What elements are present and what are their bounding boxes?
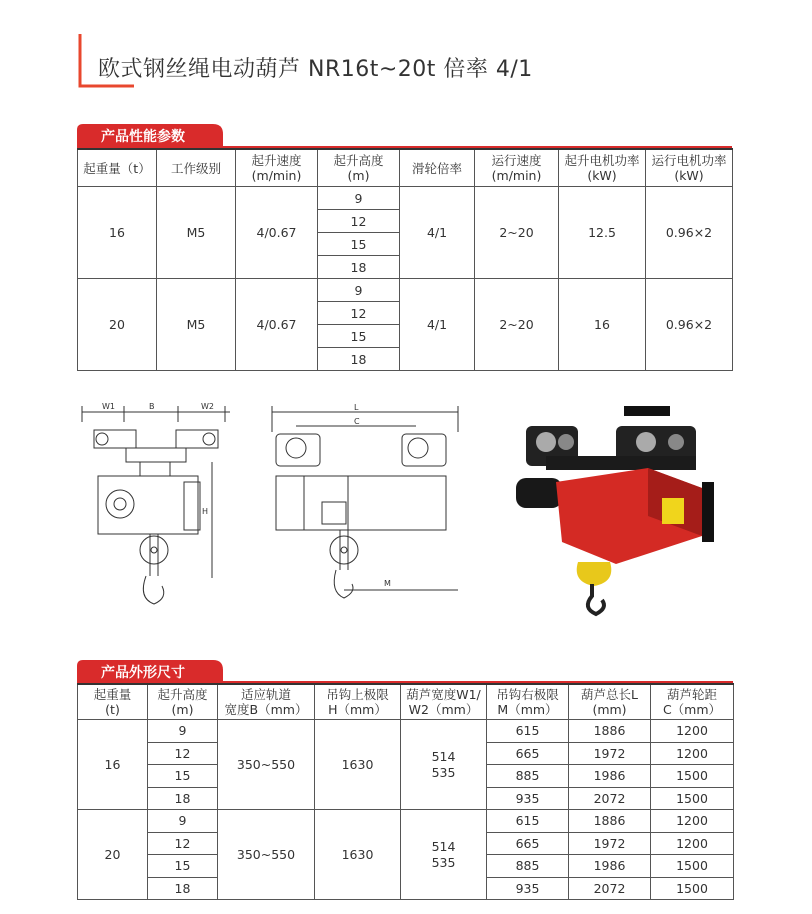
section-title-dimensions: 产品外形尺寸: [101, 665, 185, 681]
lift-height-cell: 12: [148, 832, 218, 855]
track-width-cell: 350~550: [218, 810, 315, 900]
table-row: [78, 720, 734, 743]
section-header-dimensions: [77, 660, 223, 682]
column-header: 运行电机功率 (kW): [646, 149, 733, 187]
capacity-cell: 16: [78, 187, 157, 279]
travel-speed-cell: 2~20: [475, 279, 559, 371]
lift-height-cell: 12: [148, 742, 218, 765]
lift-height-cell: 9: [148, 810, 218, 833]
performance-table: [77, 148, 733, 371]
dim-label-m: M: [384, 579, 391, 588]
hook-right-limit-cell: 885: [487, 855, 569, 878]
wheel-base-cell: 1200: [651, 810, 734, 833]
hook-right-limit-cell: 665: [487, 832, 569, 855]
table-row: [78, 187, 733, 210]
front-view-drawing: [80, 398, 230, 620]
wheel-base-cell: 1500: [651, 855, 734, 878]
column-header: 运行速度 (m/min): [475, 149, 559, 187]
total-length-cell: 1972: [569, 742, 651, 765]
lift-height-cell: 15: [318, 233, 400, 256]
total-length-cell: 2072: [569, 787, 651, 810]
column-header: 起升电机功率 (kW): [559, 149, 646, 187]
lift-power-cell: 16: [559, 279, 646, 371]
wheel-base-cell: 1500: [651, 877, 734, 900]
column-header: 起升高度 (m): [148, 684, 218, 720]
total-length-cell: 1972: [569, 832, 651, 855]
total-length-cell: 2072: [569, 877, 651, 900]
capacity-cell: 20: [78, 279, 157, 371]
hook-right-limit-cell: 935: [487, 877, 569, 900]
column-header: 葫芦总长L (mm): [569, 684, 651, 720]
hoist-width-cell: 514 535: [401, 810, 487, 900]
lift-height-cell: 15: [318, 325, 400, 348]
lift-speed-cell: 4/0.67: [236, 279, 318, 371]
wheel-base-cell: 1200: [651, 742, 734, 765]
lift-height-cell: 12: [318, 210, 400, 233]
side-view-drawing: [266, 402, 466, 608]
capacity-cell: 16: [78, 720, 148, 810]
column-header: 起升速度 (m/min): [236, 149, 318, 187]
wheel-base-cell: 1200: [651, 832, 734, 855]
wheel-base-cell: 1500: [651, 787, 734, 810]
lift-height-cell: 9: [148, 720, 218, 743]
table-row: [78, 279, 733, 302]
dim-label-w2: W2: [201, 402, 214, 411]
column-header: 起升高度 (m): [318, 149, 400, 187]
hook-right-limit-cell: 665: [487, 742, 569, 765]
section-header-performance: [77, 124, 223, 146]
hook-right-limit-cell: 885: [487, 765, 569, 788]
lift-height-cell: 18: [318, 256, 400, 279]
hook-right-limit-cell: 615: [487, 810, 569, 833]
travel-power-cell: 0.96×2: [646, 187, 733, 279]
lift-height-cell: 15: [148, 765, 218, 788]
work-class-cell: M5: [157, 279, 236, 371]
dim-label-b: B: [149, 402, 155, 411]
hook-right-limit-cell: 935: [487, 787, 569, 810]
lift-power-cell: 12.5: [559, 187, 646, 279]
lift-height-cell: 15: [148, 855, 218, 878]
work-class-cell: M5: [157, 187, 236, 279]
lift-height-cell: 18: [318, 348, 400, 371]
dim-label-l: L: [354, 403, 359, 412]
dim-label-w1: W1: [102, 402, 115, 411]
section-title-performance: 产品性能参数: [101, 129, 185, 145]
column-header: 滑轮倍率: [400, 149, 475, 187]
lift-height-cell: 18: [148, 877, 218, 900]
reeving-cell: 4/1: [400, 279, 475, 371]
dim-label-h: H: [202, 507, 209, 516]
total-length-cell: 1886: [569, 720, 651, 743]
reeving-cell: 4/1: [400, 187, 475, 279]
lift-speed-cell: 4/0.67: [236, 187, 318, 279]
dim-label-c: C: [354, 417, 360, 426]
column-header: 葫芦轮距 C（mm）: [651, 684, 734, 720]
wheel-base-cell: 1500: [651, 765, 734, 788]
total-length-cell: 1886: [569, 810, 651, 833]
column-header: 葫芦宽度W1/ W2（mm）: [401, 684, 487, 720]
lift-height-cell: 12: [318, 302, 400, 325]
wheel-base-cell: 1200: [651, 720, 734, 743]
hoist-width-cell: 514 535: [401, 720, 487, 810]
hook-top-limit-cell: 1630: [315, 720, 401, 810]
hook-top-limit-cell: 1630: [315, 810, 401, 900]
capacity-cell: 20: [78, 810, 148, 900]
travel-power-cell: 0.96×2: [646, 279, 733, 371]
column-header: 吊钩上极限 H（mm）: [315, 684, 401, 720]
dimensions-table: [77, 683, 734, 900]
track-width-cell: 350~550: [218, 720, 315, 810]
column-header: 适应轨道 宽度B（mm）: [218, 684, 315, 720]
column-header: 起重量（t）: [78, 149, 157, 187]
table-row: [78, 810, 734, 833]
lift-height-cell: 18: [148, 787, 218, 810]
column-header: 起重量 (t): [78, 684, 148, 720]
column-header: 吊钩右极限 M（mm）: [487, 684, 569, 720]
lift-height-cell: 9: [318, 279, 400, 302]
page-title: 欧式钢丝绳电动葫芦 NR16t~20t 倍率 4/1: [98, 57, 533, 82]
hook-right-limit-cell: 615: [487, 720, 569, 743]
lift-height-cell: 9: [318, 187, 400, 210]
total-length-cell: 1986: [569, 765, 651, 788]
travel-speed-cell: 2~20: [475, 187, 559, 279]
total-length-cell: 1986: [569, 855, 651, 878]
product-photo: [506, 386, 720, 626]
column-header: 工作级别: [157, 149, 236, 187]
